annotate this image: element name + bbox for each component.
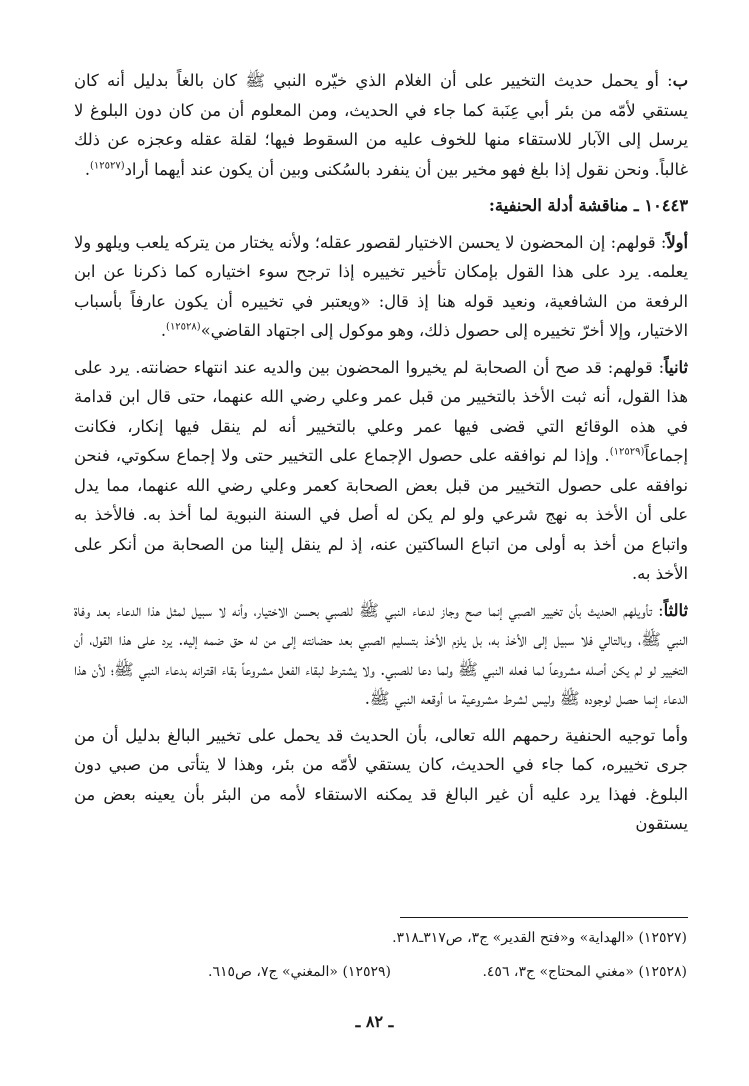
footnote-12529: (١٢٥٢٩) «المغني» ج٧، ص٦١٥.: [208, 964, 391, 980]
footnote-ref-12527: (١٢٥٢٧): [90, 160, 125, 172]
footnote-ref-12528: (١٢٥٢٨): [166, 321, 201, 333]
main-text: [74, 66, 688, 846]
paragraph-second-lead: ثانياً: [664, 357, 688, 377]
paragraph-second: [74, 353, 688, 589]
footnote-12528: (١٢٥٢٨) «مغني المحتاج» ج٣، ٤٥٦.: [482, 964, 687, 980]
paragraph-third-lead: ثالثاً: [663, 600, 688, 620]
paragraph-first-lead: أولاً: [666, 232, 688, 252]
page-number: ـ ٨٢ ـ: [355, 1012, 394, 1031]
paragraph-second-text-a: : قولهم: قد صح أن الصحابة لم يخيروا المحضون بين والديه عند انتهاء حضانته. يرد على هذا القول، أنه ثبت الأخذ بالتخيير من قبل عمر وعلي رضي الله عنهما، حتى قال ابن قدامة في هذه الوقائع التي قضى فيها عمر وعلي بالتخيير أنه لم ينقل فيها إنكار، فكانت إجماعاً: [74, 357, 688, 465]
footnote-divider: [400, 917, 688, 918]
paragraph-third: [74, 596, 688, 714]
paragraph-b-text: : أو يحمل حديث التخيير على أن الغلام الذي خيّره النبي ﷺ كان بالغاً بدليل أنه كان يستقي لأمّه من بئر أبي عِنَبة كما جاء في الحديث، ومن المعلوم أن من كان دون البلوغ لا يرسل إلى الآبار للاستقاء منها للخوف عليه من السقوط فيها؛ لقلة عقله وعجزه عن ذلك غالباً. ونحن نقول إذا بلغ فهو مخير بين أن ينفرد بالسُكنى وبين أن يكون عند أيهما أراد: [74, 71, 688, 179]
paragraph-first: أولاً: قولهم: إن المحضون لا يحسن الاختيار لقصور عقله؛ ولأنه يختار من يتركه يلعب ويلهو ولا يعلمه. يرد على هذا القول بإمكان تأخير تخييره إذا ترجح سوء اختياره كما ذكرنا عن ابن الرفعة من الشافعية، ونعيد قوله هنا إذ قال: «ويعتبر في تخييره أن يكون عارفاً بأسباب الاختيار، وإلا أخرّ تخييره إلى حصول ذلك، وهو موكول إلى اجتهاد القاضي»$^{(١٢٥٢٨)}$.: [74, 232, 688, 340]
paragraph-fourth: وأما توجيه الحنفية رحمهم الله تعالى، بأن الحديث قد يحمل على تخيير البالغ بدليل أن من جرى تخييره، كما جاء في الحديث، كان يستقي لأمّه من بئر، وهذا لا يتأتى من صبي دون البلوغ. فهذا يرد عليه أن غير البالغ قد يمكنه الاستقاء لأمه من البئر بأن يعينه بعض من يستقون: [74, 725, 688, 833]
paragraph-first-text: : قولهم: إن المحضون لا يحسن الاختيار لقصور عقله؛ ولأنه يختار من يتركه يلعب ويلهو ولا يعلمه. يرد على هذا القول بإمكان تأخير تخييره إذا ترجح سوء اختياره كما ذكرنا عن ابن الرفعة من الشافعية، ونعيد قوله هنا إذ قال: «ويعتبر في تخييره أن يكون عارفاً بأسباب الاختيار، وإلا أخرّ تخييره إلى حصول ذلك، وهو موكول إلى اجتهاد القاضي»: [74, 232, 688, 340]
footnote-ref-12529: (١٢٥٢٩): [609, 446, 645, 458]
paragraph-third-text: : تأويلهم الحديث بأن تخيير الصبي إنما صح وجاز لدعاء النبي ﷺ للصبي بحسن الاختيار، وأنه لا سبيل لمثل هذا الدعاء بعد وفاة النبي ﷺ، وبالتالي فلا سبيل إلى الأخذ به، بل يلزم الأخذ بتسليم الصبي بعد حضانته إلى من له حق ضمه إليه. يرد على هذا القول، أن التخيير لو لم يكن أصله مشروعاً لما فعله النبي ﷺ ولما دعا للصبي. ولا يشترط لبقاء الفعل مشروعاً بقاء اقترانه بدعاء النبي ﷺ؛ لأن هذا الدعاء إنما حصل لوجوده ﷺ وليس لشرط مشروعية ما أوقعه النبي ﷺ.: [74, 600, 688, 708]
section-heading: ١٠٤٤٣ ـ مناقشة أدلة الحنفية:: [488, 196, 688, 215]
footnote-12527: (١٢٥٢٧) «الهداية» و«فتح القدير» ج٣، ص٣١٧ـ٣١٨.: [392, 930, 687, 946]
paragraph-b-lead: ب: [672, 71, 688, 90]
paragraph-b: ب: أو يحمل حديث التخيير على أن الغلام الذي خيّره النبي ﷺ كان بالغاً بدليل أنه كان يستقي لأمّه من بئر أبي عِنَبة كما جاء في الحديث، ومن المعلوم أن من كان دون البلوغ لا يرسل إلى الآبار للاستقاء منها للخوف عليه من السقوط فيها؛ لقلة عقله وعجزه عن ذلك غالباً. ونحن نقول إذا بلغ فهو مخير بين أن ينفرد بالسُكنى وبين أن يكون عند أيهما أراد$^{(١٢٥٢٧)}$.: [74, 71, 688, 179]
paragraph-second-text-b: . وإذا لم نوافقه على حصول الإجماع على التخيير حتى ولا إجماع سكوتي، فنحن نوافقه على حصول التخيير من قبل بعض الصحابة كعمر وعلي رضي الله عنهما، مما يدل على أن الأخذ به نهج شرعي ولو لم يكن له أصل في السنة النبوية لما أخذ به. فالأخذ به واتباع من أخذ به أولى من اتباع الساكتين عنه، إذ لم ينقل إلينا من الصحابة من أنكر على الأخذ به.: [74, 446, 688, 583]
